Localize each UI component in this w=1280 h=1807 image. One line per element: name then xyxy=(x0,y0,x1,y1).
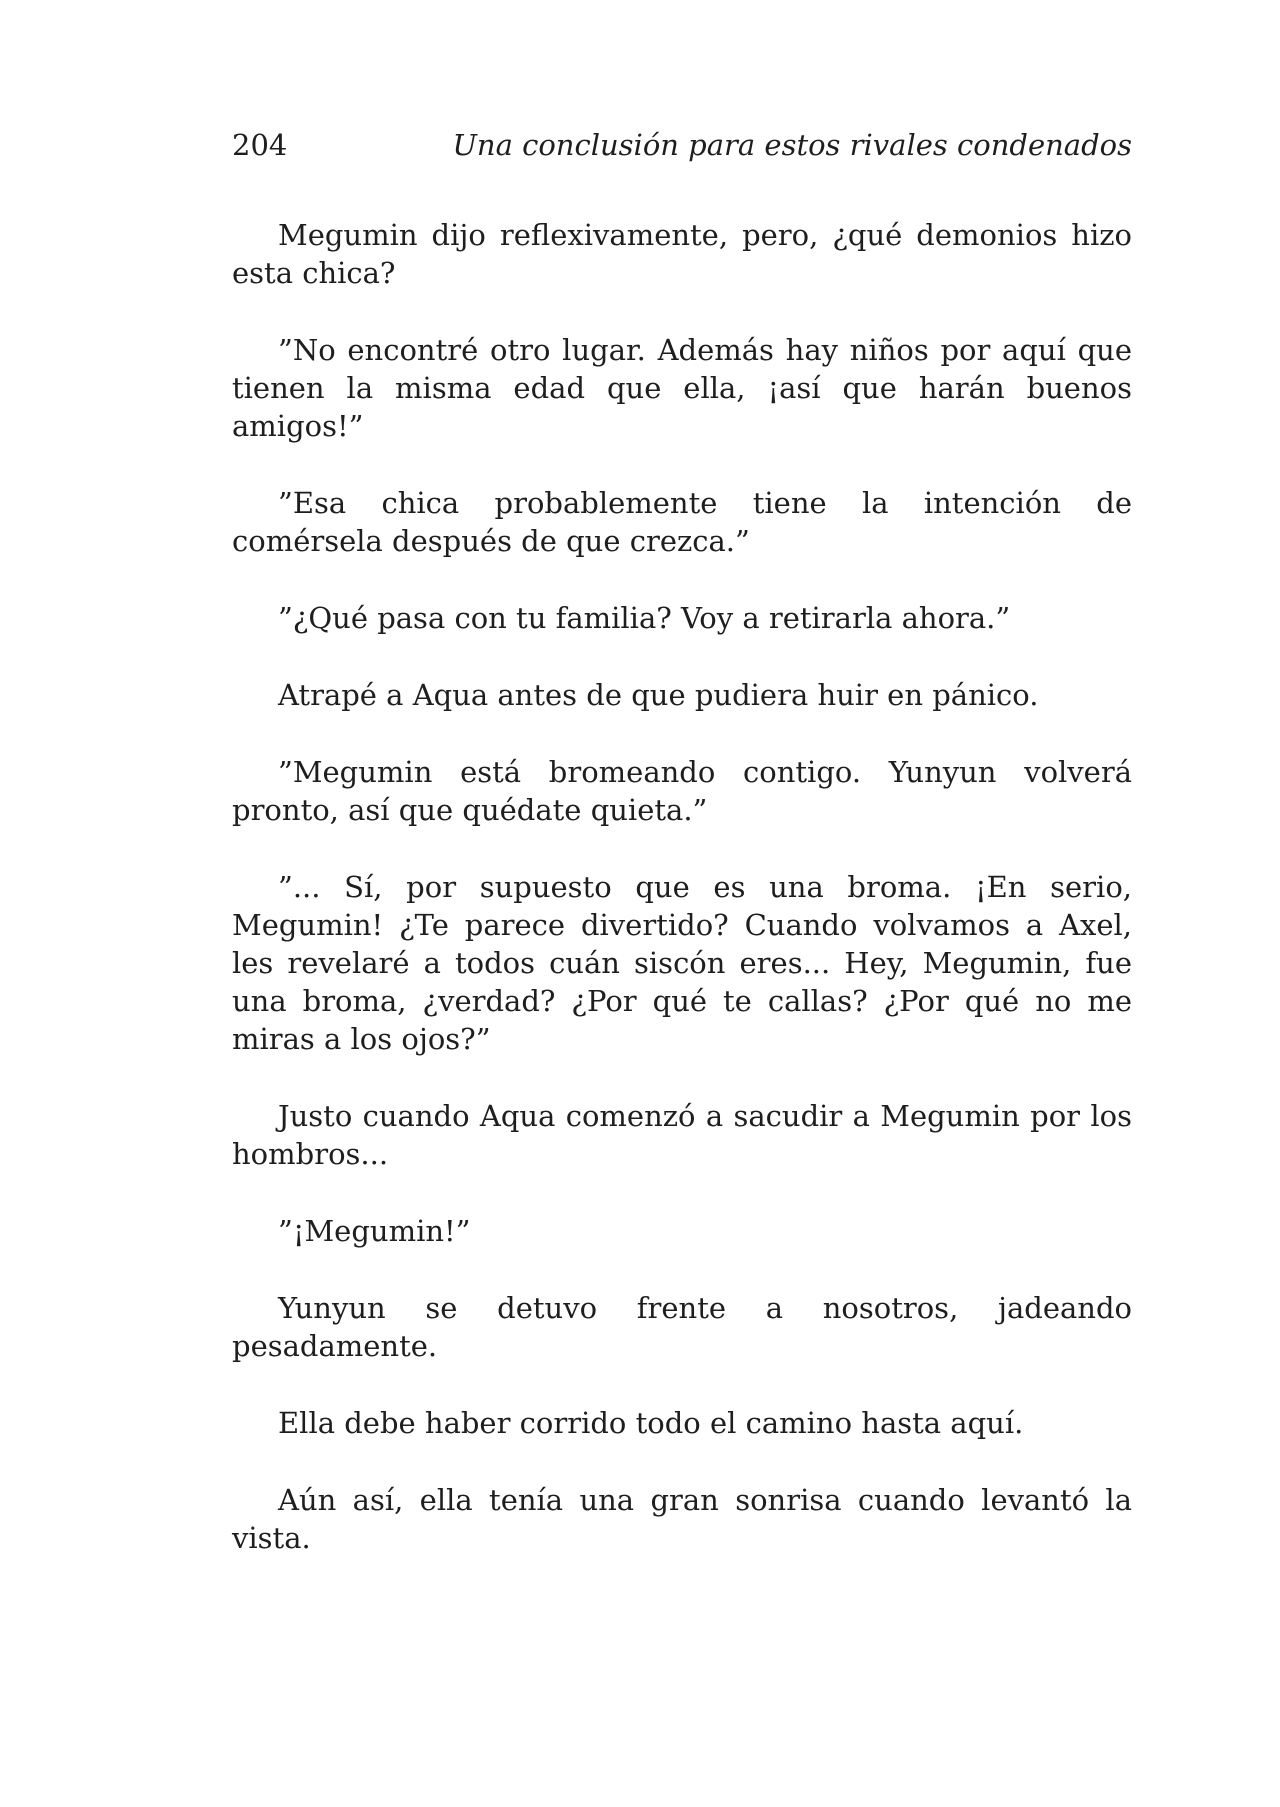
page-header xyxy=(232,128,1132,168)
paragraph: ”Esa chica probablemente tiene la intención de comérsela después de que crezca.” xyxy=(232,486,1132,558)
running-title: Una conclusión para estos rivales condenados xyxy=(452,128,1132,162)
paragraph: Yunyun se detuvo frente a nosotros, jadeando pesadamente. xyxy=(232,1291,1132,1363)
paragraph: Justo cuando Aqua comenzó a sacudir a Megumin por los hombros... xyxy=(232,1099,1132,1171)
paragraph: Atrapé a Aqua antes de que pudiera huir en pánico. xyxy=(278,678,1039,712)
paragraph: Megumin dijo reflexivamente, pero, ¿qué demonios hizo esta chica? xyxy=(232,218,1132,290)
body-text xyxy=(232,216,1132,1596)
paragraph: ”... Sí, por supuesto que es una broma. ¡En serio, Megumin! ¿Te parece divertido? Cuando volvamos a Axel, les revelaré a todos cuán siscón eres... Hey, Megumin, fue una broma, ¿verdad? ¿Por qué te callas? ¿Por qué no me miras a los ojos?” xyxy=(232,870,1132,1056)
paragraph: Aún así, ella tenía una gran sonrisa cuando levantó la vista. xyxy=(232,1483,1132,1555)
paragraph: Ella debe haber corrido todo el camino hasta aquí. xyxy=(278,1406,1024,1440)
page-number: 204 xyxy=(232,128,288,162)
paragraph: ”¿Qué pasa con tu familia? Voy a retirarla ahora.” xyxy=(278,601,1011,635)
paragraph: ”¡Megumin!” xyxy=(278,1214,471,1248)
paragraph: ”No encontré otro lugar. Además hay niños por aquí que tienen la misma edad que ella, ¡así que harán buenos amigos!” xyxy=(232,333,1132,443)
paragraph: ”Megumin está bromeando contigo. Yunyun volverá pronto, así que quédate quieta.” xyxy=(232,755,1132,827)
